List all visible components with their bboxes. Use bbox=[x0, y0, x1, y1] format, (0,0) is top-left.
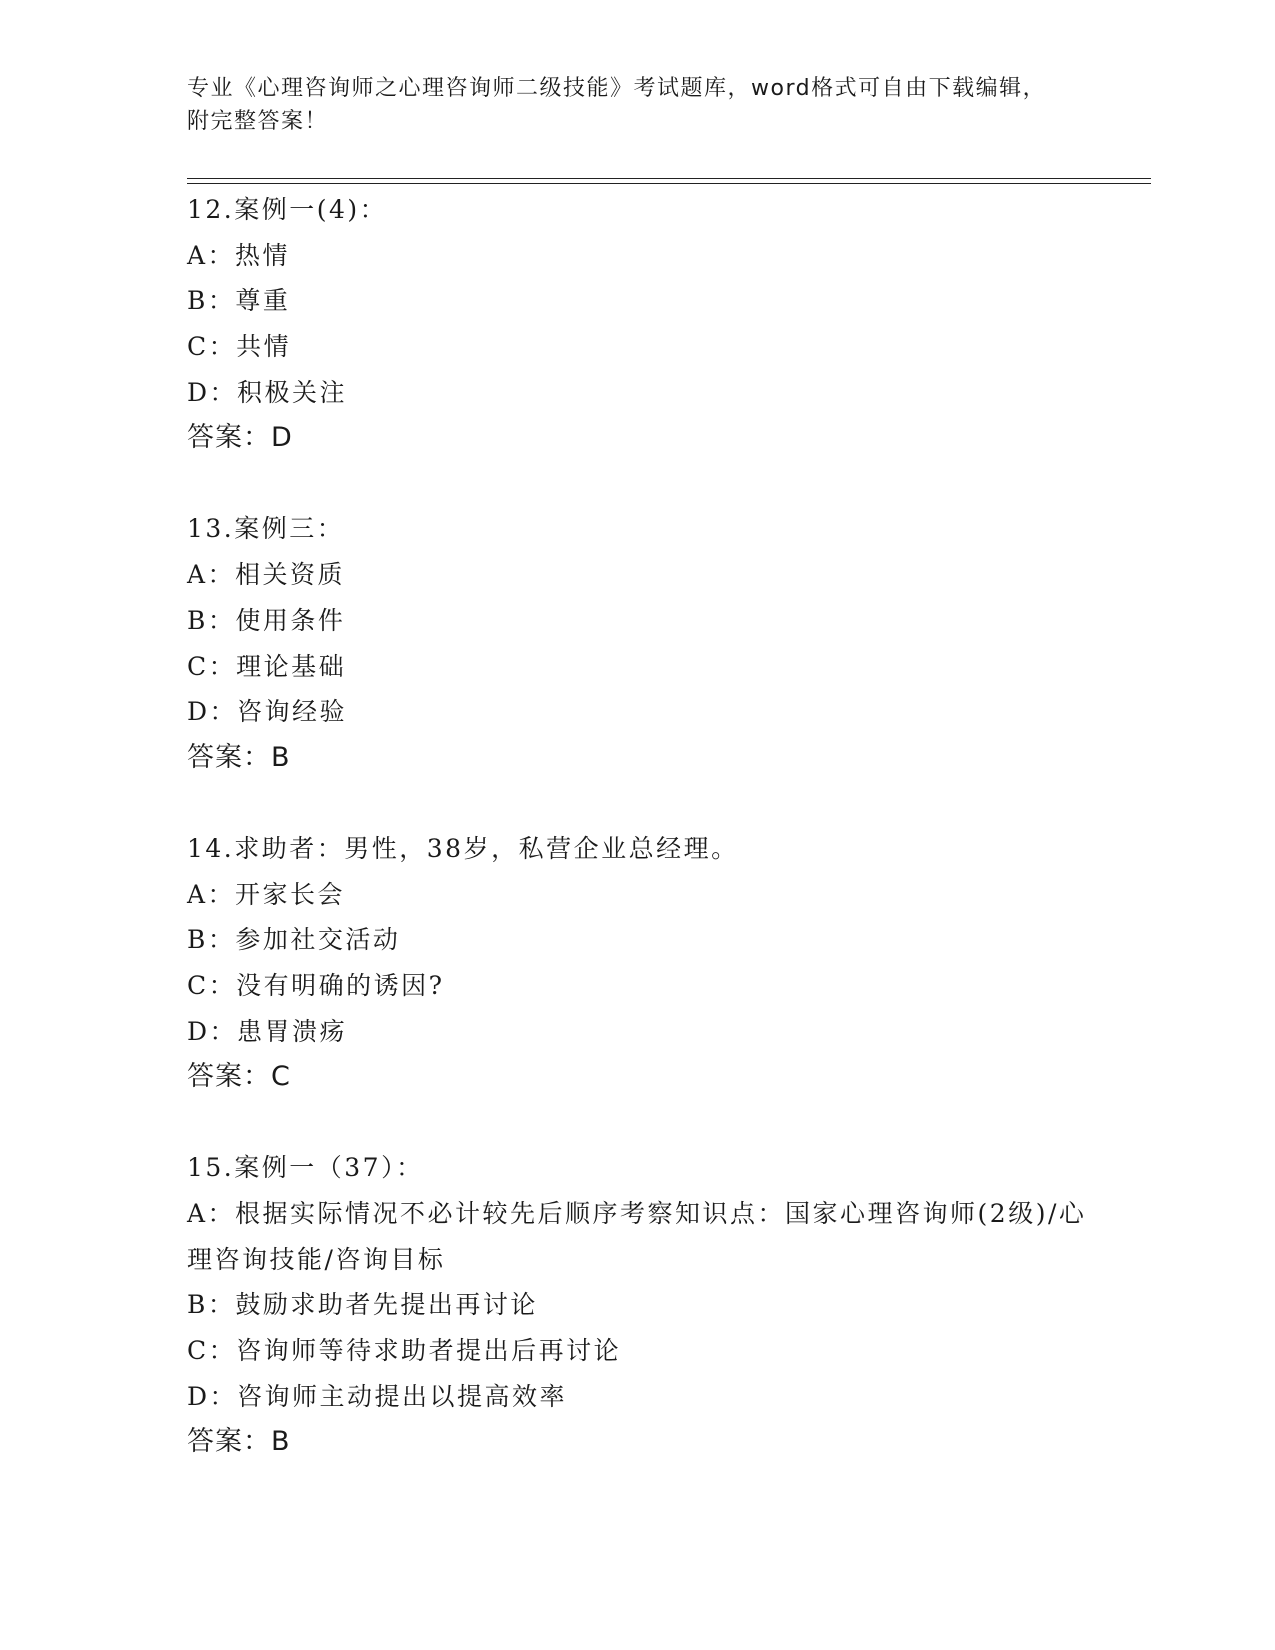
option-c: C：共情 bbox=[187, 332, 292, 362]
document-header: 专业《心理咨询师之心理咨询师二级技能》考试题库，word格式可自由下载编辑，附完整答案！ bbox=[187, 76, 1047, 134]
option-b: B：鼓励求助者先提出再讨论 bbox=[187, 1290, 538, 1320]
option-b: B：使用条件 bbox=[187, 605, 346, 635]
question-15 bbox=[187, 1145, 1087, 1465]
option-c: C：没有明确的诱因? bbox=[187, 970, 445, 1000]
question-stem: 14.求助者：男性，38岁，私营企业总经理。 bbox=[187, 833, 739, 863]
question-stem: 13.案例三： bbox=[187, 514, 345, 544]
answer: 答案：B bbox=[187, 741, 291, 773]
option-b: B：尊重 bbox=[187, 286, 291, 316]
question-14 bbox=[187, 826, 1087, 1100]
header-divider-bottom bbox=[187, 183, 1151, 184]
option-d: D：咨询经验 bbox=[187, 697, 348, 727]
question-13 bbox=[187, 506, 1087, 780]
answer: 答案：B bbox=[187, 1426, 291, 1458]
option-d: D：咨询师主动提出以提高效率 bbox=[187, 1381, 568, 1411]
option-b: B：参加社交活动 bbox=[187, 925, 401, 955]
option-d: D：患胃溃疡 bbox=[187, 1016, 348, 1046]
option-c: C：咨询师等待求助者提出后再讨论 bbox=[187, 1336, 622, 1366]
option-d: D：积极关注 bbox=[187, 377, 348, 407]
option-a: A：根据实际情况不必计较先后顺序考察知识点：国家心理咨询师(2级)/心理咨询技能/咨询目标 bbox=[187, 1199, 1087, 1274]
header-divider-top bbox=[187, 178, 1151, 179]
question-12 bbox=[187, 187, 1087, 461]
answer: 答案：C bbox=[187, 1061, 291, 1093]
option-a: A：热情 bbox=[187, 240, 291, 270]
option-a: A：相关资质 bbox=[187, 560, 346, 590]
question-stem: 12.案例一(4)： bbox=[187, 195, 388, 224]
question-list bbox=[187, 187, 1087, 1510]
answer: 答案：D bbox=[187, 422, 293, 454]
option-c: C：理论基础 bbox=[187, 651, 347, 681]
option-a: A：开家长会 bbox=[187, 879, 346, 909]
question-stem: 15.案例一（37）： bbox=[187, 1153, 424, 1183]
